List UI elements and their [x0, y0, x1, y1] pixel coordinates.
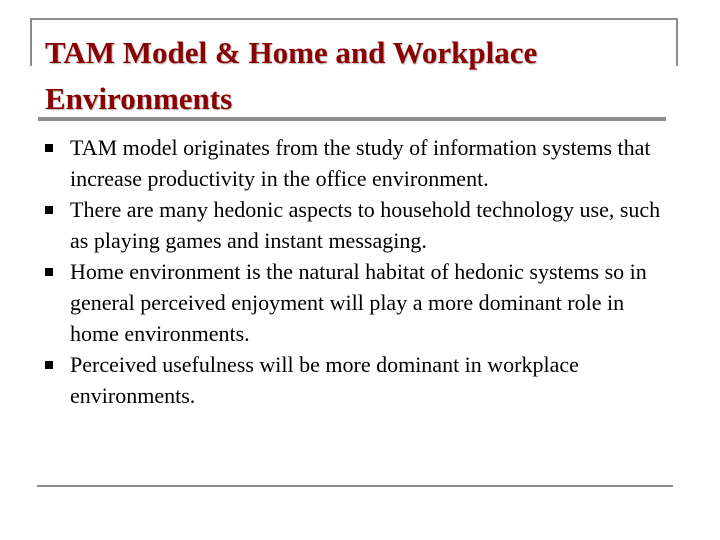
- title-underline: [38, 117, 666, 121]
- right-rule: [676, 18, 678, 66]
- square-bullet-icon: [45, 268, 53, 276]
- bullet-text: There are many hedonic aspects to household technology use, such as playing games and instant messaging.: [70, 197, 661, 253]
- bullet-item: [45, 349, 675, 411]
- bullet-text: Home environment is the natural habitat of hedonic systems so in general perceived enjoyment will play a more dominant role in home environments.: [70, 259, 647, 346]
- left-rule: [30, 18, 32, 66]
- bullet-item: [45, 194, 675, 256]
- square-bullet-icon: [45, 206, 53, 214]
- bullet-list: [45, 132, 675, 411]
- top-rule: [30, 18, 678, 20]
- square-bullet-icon: [45, 144, 53, 152]
- slide-title: TAM Model & Home and Workplace Environments: [45, 35, 538, 116]
- square-bullet-icon: [45, 361, 53, 369]
- bullet-text: Perceived usefulness will be more dominant in workplace environments.: [70, 352, 579, 408]
- bullet-item: [45, 256, 675, 349]
- bullet-text: TAM model originates from the study of information systems that increase productivity in the office environment.: [70, 135, 651, 191]
- bullet-item: [45, 132, 675, 194]
- bottom-rule: [37, 485, 673, 487]
